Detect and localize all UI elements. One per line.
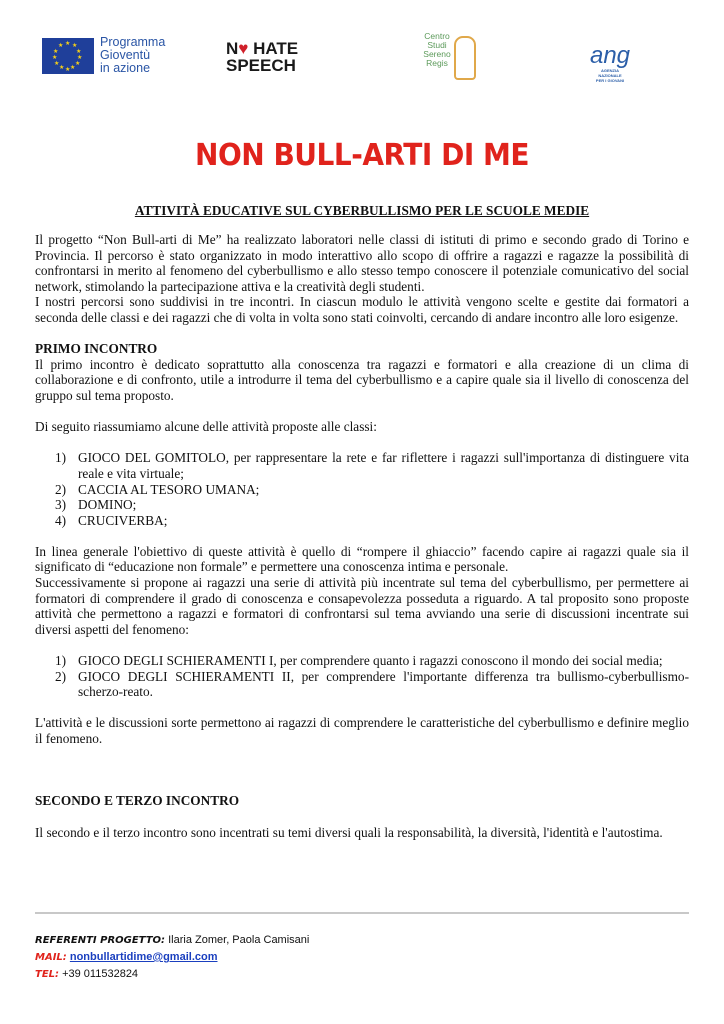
figure-icon <box>454 36 476 80</box>
primo-incontro-heading: PRIMO INCONTRO <box>35 341 158 357</box>
list-item <box>35 653 689 669</box>
list-number: 1) <box>55 653 67 669</box>
list-item <box>35 482 689 498</box>
eu-flag-icon: ★ ★ ★ ★ ★ ★ ★ ★ ★ ★ ★ ★ <box>42 38 94 74</box>
tel-label: TEL: <box>35 969 60 980</box>
no-hate-n: N <box>226 39 239 58</box>
objective-paragraph: In linea generale l'obiettivo di queste attività è quello di “rompere il ghiaccio” facendo capire ai ragazzi quale sia il significato di “educazione non formale” e permettere una conoscenza intima e personale. <box>35 543 689 575</box>
css-line-3: Sereno <box>423 49 451 59</box>
list-item-text: GIOCO DEL GOMITOLO, per rappresentare la rete e far riflettere i ragazzi sull'importanza di distinguere vita reale e vita virtuale; <box>78 450 689 481</box>
eu-logo-line-3: in azione <box>100 61 151 75</box>
schieramenti-list <box>35 653 689 700</box>
list-item <box>35 669 689 700</box>
no-hate-speech-logo <box>226 40 298 74</box>
css-line-4: Regis <box>426 58 448 68</box>
centro-studi-sereno-regis-logo <box>414 32 478 90</box>
list-number: 2) <box>55 481 67 497</box>
heart-icon: ♥ <box>238 39 249 58</box>
ang-sub-2: NAZIONALE <box>598 73 622 78</box>
activities-intro: Di seguito riassumiamo alcune delle attività proposte alle classi: <box>35 419 377 435</box>
no-hate-speech-word: SPEECH <box>226 56 296 75</box>
css-line-2: Studi <box>427 40 447 50</box>
email-link[interactable]: nonbullartidime@gmail.com <box>69 951 218 963</box>
footer-contacts <box>35 932 309 983</box>
document-subtitle: ATTIVITÀ EDUCATIVE SUL CYBERBULLISMO PER LE SCUOLE MEDIE <box>134 203 590 218</box>
eu-logo-line-2: Gioventù <box>100 48 151 62</box>
referenti-value: Ilaria Zomer, Paola Camisani <box>168 934 310 946</box>
list-item-text: CRUCIVERBA; <box>78 512 168 528</box>
tel-value: +39 011532824 <box>62 968 139 980</box>
list-number: 2) <box>55 668 67 684</box>
eu-logo-line-1: Programma <box>100 35 166 49</box>
ang-sub-3: PER I GIOVANI <box>595 78 625 83</box>
ang-sub-1: AGENZIA <box>601 68 619 73</box>
secondo-terzo-text: Il secondo e il terzo incontro sono incentrati su temi diversi quali la responsabilità, la diversità, l'identità e l'autostima. <box>35 824 663 840</box>
list-number: 4) <box>55 512 67 528</box>
list-item <box>35 497 689 513</box>
list-item-text: DOMINO; <box>78 497 137 513</box>
no-hate-word: HATE <box>253 39 299 58</box>
logo-bar <box>0 30 724 92</box>
successive-paragraph: Successivamente si propone ai ragazzi una serie di attività più incentrate sul tema del cyberbullismo, per permettere ai formatori di comprendere il grado di conoscenza e consapevolezza posseduta a riguardo. A tal proposito sono proposte attività che permettono a ragazzi e formatori di confrontarsi sul tema avviando una serie di discussioni incentrate sui diversi aspetti del fenomeno: <box>35 575 689 637</box>
secondo-terzo-heading: SECONDO E TERZO INCONTRO <box>35 793 240 809</box>
primo-incontro-text: Il primo incontro è dedicato soprattutto alla conoscenza tra ragazzi e formatori e alla creazione di un clima di collaborazione e di confronto, utile a introdurre il tema del cyberbullismo e a capire quale sia il livello di conoscenza del gruppo sul tema proposto. <box>35 356 689 403</box>
mail-label: MAIL: <box>35 952 67 963</box>
document-title: NON BULL-ARTI DI ME <box>195 136 529 173</box>
referenti-label: REFERENTI PROGETTO: <box>35 935 166 946</box>
footer-divider <box>35 912 689 914</box>
ang-wordmark: ang <box>589 42 631 69</box>
eu-programma-gioventu-logo <box>42 36 165 75</box>
intro-paragraph-2: I nostri percorsi sono suddivisi in tre incontri. In ciascun modulo le attività vengono scelte e gestite dai formatori a seconda delle classi e dei ragazzi che di volta in volta sono stati coinvolti, cercando di andare incontro alle loro esigenze. <box>35 294 689 325</box>
list-number: 1) <box>55 450 67 466</box>
list-item <box>35 450 689 481</box>
conclusion-paragraph: L'attività e le discussioni sorte permettono ai ragazzi di comprendere le caratteristiche del cyberbullismo e definire meglio il fenomeno. <box>35 715 689 746</box>
ang-logo <box>582 44 638 83</box>
css-line-1: Centro <box>424 31 450 41</box>
list-item-text: GIOCO DEGLI SCHIERAMENTI I, per comprendere quanto i ragazzi conoscono il mondo dei social media; <box>78 653 663 669</box>
list-item-text: GIOCO DEGLI SCHIERAMENTI II, per comprendere l'importante differenza tra bullismo-cyberbullismo-scherzo-reato. <box>78 668 689 700</box>
document-body <box>35 232 689 840</box>
activities-list <box>35 450 689 528</box>
list-number: 3) <box>55 497 67 513</box>
intro-paragraph-1: Il progetto “Non Bull-arti di Me” ha realizzato laboratori nelle classi di istituti di primo e secondo grado di Torino e Provincia. Il percorso è stato organizzato in modo interattivo allo scopo di offrire a ragazzi e ragazze la possibilità di confrontarsi in merito al fenomeno del cyberbullismo e allo stesso tempo conoscere il potenziale comunicativo del social network, stimolando la partecipazione attiva e la creatività degli studenti. <box>35 232 689 294</box>
list-item-text: CACCIA AL TESORO UMANA; <box>78 481 260 497</box>
list-item <box>35 513 689 529</box>
